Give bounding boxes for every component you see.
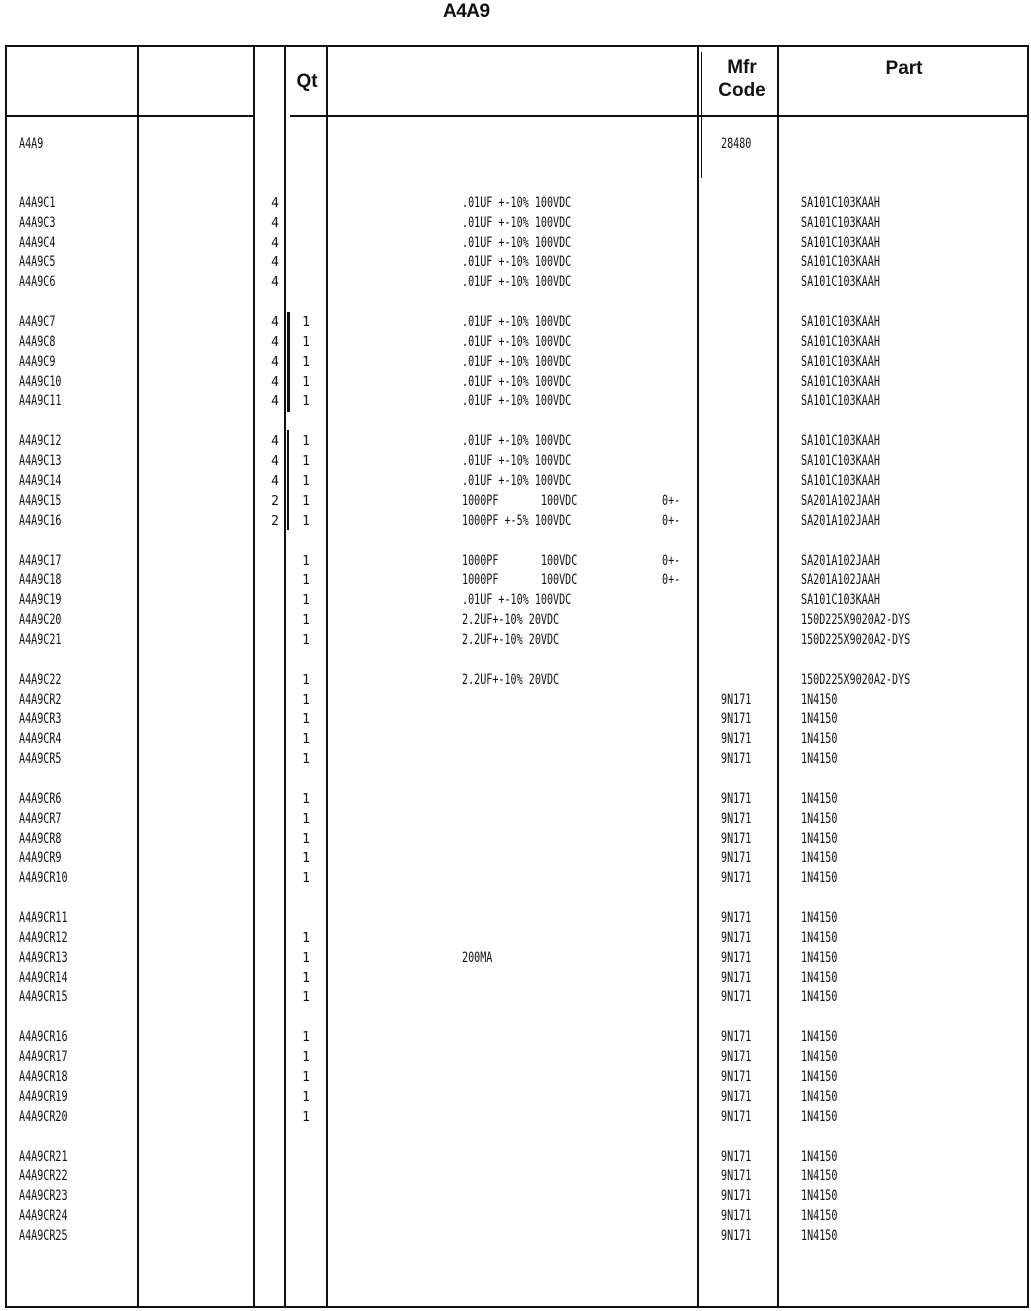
mfr-code-cell: 9N171 — [721, 810, 752, 827]
check-digit-cell: 4 — [271, 374, 279, 390]
ref-designator-cell: A4A9C15 — [19, 492, 62, 509]
ref-designator-cell: A4A9CR19 — [19, 1088, 68, 1105]
mfr-code-cell: 9N171 — [721, 731, 752, 748]
qty-header: Qt — [296, 71, 318, 92]
ref-designator-cell: A4A9C1 — [19, 195, 56, 211]
part-number-cell: SA101C103KAAH — [801, 334, 880, 350]
qty-cell: 1 — [302, 394, 310, 410]
part-number-cell: 1N4150 — [801, 1049, 838, 1066]
check-digit-cell: 4 — [271, 255, 279, 271]
part-number-cell: SA101C103KAAH — [801, 234, 880, 251]
ref-designator-cell: A4A9C7 — [19, 314, 56, 331]
mfr-code-cell: 9N171 — [721, 949, 752, 966]
check-digit-cell: 4 — [271, 235, 279, 251]
ref-designator-cell: A4A9C18 — [19, 572, 62, 589]
col-divider — [326, 45, 328, 1308]
part-number-cell: 1N4150 — [801, 1168, 838, 1185]
ref-designator-cell: A4A9 — [19, 136, 44, 152]
check-digit-cell: 4 — [271, 315, 279, 331]
header-bottom-border — [5, 115, 255, 117]
ref-designator-cell: A4A9C21 — [19, 631, 62, 648]
ref-designator-cell: A4A9C6 — [19, 274, 56, 291]
ref-designator-cell: A4A9CR14 — [19, 969, 68, 986]
mfr-header-line2: Code — [718, 80, 766, 101]
qty-cell: 1 — [302, 950, 310, 966]
col-divider — [5, 45, 7, 1308]
description-cell: .01UF +-10% 100VDC — [462, 334, 572, 350]
qty-cell: 1 — [302, 792, 310, 807]
part-number-cell: SA201A102JAAH — [801, 512, 880, 529]
part-number-cell: 1N4150 — [801, 910, 838, 927]
description-cell: 1000PF 100VDC — [462, 492, 578, 509]
ref-designator-cell: A4A9C10 — [19, 373, 62, 390]
ref-designator-cell: A4A9CR7 — [19, 810, 62, 827]
check-digit-cell: 4 — [271, 196, 279, 211]
description-cell: 2.2UF+-10% 20VDC — [462, 631, 560, 648]
mfr-code-cell: 9N171 — [721, 830, 752, 847]
ref-designator-cell: A4A9C12 — [19, 433, 62, 450]
part-number-cell: 1N4150 — [801, 850, 838, 867]
ref-designator-cell: A4A9CR25 — [19, 1227, 68, 1244]
qty-cell: 1 — [302, 573, 310, 589]
table-top-border — [5, 45, 1029, 47]
ref-designator-cell: A4A9C4 — [19, 234, 56, 251]
qty-cell: 1 — [302, 970, 310, 986]
ref-designator-cell: A4A9CR24 — [19, 1208, 68, 1224]
part-number-cell: 1N4150 — [801, 1069, 838, 1085]
description-cell: .01UF +-10% 100VDC — [462, 195, 572, 211]
tolerance-cell: 0+- — [662, 572, 681, 589]
description-cell: .01UF +-10% 100VDC — [462, 592, 572, 609]
qty-cell: 1 — [302, 1050, 310, 1066]
description-cell: .01UF +-10% 100VDC — [462, 433, 572, 450]
ref-designator-cell: A4A9CR5 — [19, 751, 62, 767]
check-digit-cell: 4 — [271, 215, 279, 231]
part-number-cell: 1N4150 — [801, 751, 838, 767]
check-digit-cell: 4 — [271, 434, 279, 450]
part-number-cell: SA101C103KAAH — [801, 592, 880, 609]
ref-designator-cell: A4A9C19 — [19, 592, 62, 609]
description-cell: .01UF +-10% 100VDC — [462, 234, 572, 251]
part-number-cell: SA101C103KAAH — [801, 373, 880, 390]
part-number-cell: 1N4150 — [801, 1188, 838, 1205]
col-divider — [137, 45, 139, 1308]
qty-cell: 1 — [302, 712, 310, 728]
check-digit-cell: 4 — [271, 454, 279, 470]
mfr-code-cell: 9N171 — [721, 1208, 752, 1224]
mfr-code-cell: 9N171 — [721, 1227, 752, 1244]
mfr-code-cell: 9N171 — [721, 989, 752, 1006]
part-number-cell: SA201A102JAAH — [801, 572, 880, 589]
part-header: Part — [885, 58, 923, 79]
part-number-cell: 1N4150 — [801, 1108, 838, 1125]
qty-cell: 1 — [302, 1109, 310, 1125]
qty-cell: 1 — [302, 752, 310, 767]
ref-designator-cell: A4A9C13 — [19, 453, 62, 470]
ref-designator-cell: A4A9CR13 — [19, 949, 68, 966]
part-number-cell: 1N4150 — [801, 691, 838, 708]
part-number-cell: 1N4150 — [801, 711, 838, 728]
mfr-code-header — [704, 56, 780, 102]
description-cell: .01UF +-10% 100VDC — [462, 214, 572, 231]
mfr-code-cell: 9N171 — [721, 791, 752, 807]
mfr-code-cell: 9N171 — [721, 1148, 752, 1165]
part-number-cell: 1N4150 — [801, 989, 838, 1006]
mfr-code-cell: 9N171 — [721, 1069, 752, 1085]
ref-designator-cell: A4A9C17 — [19, 552, 62, 569]
ref-designator-cell: A4A9CR17 — [19, 1049, 68, 1066]
ref-designator-cell: A4A9C16 — [19, 512, 62, 529]
qty-cell: 1 — [302, 831, 310, 847]
part-number-cell: 1N4150 — [801, 1029, 838, 1046]
part-number-cell: SA101C103KAAH — [801, 214, 880, 231]
ref-designator-cell: A4A9CR15 — [19, 989, 68, 1006]
part-number-cell: SA201A102JAAH — [801, 492, 880, 509]
ref-designator-cell: A4A9C20 — [19, 612, 62, 628]
table-bottom-border — [5, 1306, 1029, 1308]
part-number-cell: 1N4150 — [801, 791, 838, 807]
change-bar — [701, 52, 702, 178]
check-digit-cell: 4 — [271, 275, 279, 291]
qty-cell: 1 — [302, 871, 310, 887]
description-cell: .01UF +-10% 100VDC — [462, 274, 572, 291]
change-bar — [287, 430, 289, 530]
description-cell: .01UF +-10% 100VDC — [462, 373, 572, 390]
description-cell: .01UF +-10% 100VDC — [462, 393, 572, 410]
mfr-code-cell: 9N171 — [721, 691, 752, 708]
header-bottom-border-qty — [290, 115, 326, 117]
ref-designator-cell: A4A9CR3 — [19, 711, 62, 728]
ref-designator-cell: A4A9CR4 — [19, 731, 62, 748]
ref-designator-cell: A4A9C11 — [19, 393, 62, 410]
mfr-code-cell: 28480 — [721, 136, 752, 152]
col-divider — [697, 45, 699, 1308]
qty-cell: 1 — [302, 613, 310, 628]
description-cell: 200MA — [462, 949, 493, 966]
col-divider — [253, 45, 255, 1308]
part-number-cell: SA201A102JAAH — [801, 552, 880, 569]
mfr-code-cell: 9N171 — [721, 1049, 752, 1066]
part-number-cell: SA101C103KAAH — [801, 314, 880, 331]
part-number-cell: 150D225X9020A2-DYS — [801, 612, 911, 628]
ref-designator-cell: A4A9CR20 — [19, 1108, 68, 1125]
qty-cell: 1 — [302, 851, 310, 867]
part-number-cell: SA101C103KAAH — [801, 274, 880, 291]
description-cell: .01UF +-10% 100VDC — [462, 254, 572, 271]
part-number-cell: 1N4150 — [801, 969, 838, 986]
ref-designator-cell: A4A9CR10 — [19, 870, 68, 887]
ref-designator-cell: A4A9CR23 — [19, 1188, 68, 1205]
part-number-cell: SA101C103KAAH — [801, 473, 880, 489]
description-cell: 1000PF +-5% 100VDC — [462, 512, 572, 529]
ref-designator-cell: A4A9CR11 — [19, 910, 68, 927]
part-number-cell: SA101C103KAAH — [801, 254, 880, 271]
description-cell: .01UF +-10% 100VDC — [462, 453, 572, 470]
check-digit-cell: 2 — [271, 513, 279, 529]
part-number-cell: 150D225X9020A2-DYS — [801, 671, 911, 688]
qty-cell: 1 — [302, 931, 310, 946]
change-bar — [287, 312, 290, 412]
qty-cell: 1 — [302, 692, 310, 708]
qty-cell: 1 — [302, 672, 310, 688]
mfr-code-cell: 9N171 — [721, 910, 752, 927]
part-number-cell: 1N4150 — [801, 810, 838, 827]
ref-designator-cell: A4A9CR6 — [19, 791, 62, 807]
qty-cell: 1 — [302, 732, 310, 748]
mfr-code-cell: 9N171 — [721, 711, 752, 728]
ref-designator-cell: A4A9C3 — [19, 214, 56, 231]
mfr-code-cell: 9N171 — [721, 751, 752, 767]
part-number-cell: SA101C103KAAH — [801, 393, 880, 410]
qty-cell: 1 — [302, 335, 310, 350]
mfr-code-cell: 9N171 — [721, 1188, 752, 1205]
qty-cell: 1 — [302, 811, 310, 827]
ref-designator-cell: A4A9C22 — [19, 671, 62, 688]
mfr-code-cell: 9N171 — [721, 850, 752, 867]
part-number-cell: 1N4150 — [801, 949, 838, 966]
mfr-code-cell: 9N171 — [721, 1168, 752, 1185]
tolerance-cell: 0+- — [662, 552, 681, 569]
mfr-code-cell: 9N171 — [721, 1108, 752, 1125]
check-digit-cell: 4 — [271, 474, 279, 489]
tolerance-cell: 0+- — [662, 512, 681, 529]
qty-cell: 1 — [302, 1089, 310, 1105]
part-number-cell: SA101C103KAAH — [801, 433, 880, 450]
qty-cell: 1 — [302, 434, 310, 450]
ref-designator-cell: A4A9C8 — [19, 334, 56, 350]
part-number-cell: 1N4150 — [801, 731, 838, 748]
part-number-cell: 1N4150 — [801, 1227, 838, 1244]
description-cell: 1000PF 100VDC — [462, 572, 578, 589]
tolerance-cell: 0+- — [662, 492, 681, 509]
ref-designator-cell: A4A9CR9 — [19, 850, 62, 867]
description-cell: .01UF +-10% 100VDC — [462, 314, 572, 331]
ref-designator-cell: A4A9CR21 — [19, 1148, 68, 1165]
part-number-cell: 1N4150 — [801, 830, 838, 847]
ref-designator-cell: A4A9CR12 — [19, 930, 68, 946]
part-number-cell: 1N4150 — [801, 1088, 838, 1105]
description-cell: .01UF +-10% 100VDC — [462, 473, 572, 489]
check-digit-cell: 4 — [271, 335, 279, 350]
mfr-code-cell: 9N171 — [721, 870, 752, 887]
part-number-cell: SA101C103KAAH — [801, 353, 880, 370]
ref-designator-cell: A4A9CR22 — [19, 1168, 68, 1185]
part-number-cell: 1N4150 — [801, 1208, 838, 1224]
qty-cell: 1 — [302, 553, 310, 569]
qty-cell: 1 — [302, 354, 310, 370]
qty-cell: 1 — [302, 990, 310, 1006]
header-bottom-border-right — [326, 115, 1029, 117]
col-divider — [284, 45, 286, 1308]
qty-cell: 1 — [302, 593, 310, 609]
part-number-cell: 1N4150 — [801, 870, 838, 887]
qty-cell: 1 — [302, 493, 310, 509]
mfr-code-cell: 9N171 — [721, 930, 752, 946]
check-digit-cell: 4 — [271, 354, 279, 370]
ref-designator-cell: A4A9CR16 — [19, 1029, 68, 1046]
part-number-cell: 150D225X9020A2-DYS — [801, 631, 911, 648]
ref-designator-cell: A4A9CR18 — [19, 1069, 68, 1085]
ref-designator-cell: A4A9C14 — [19, 473, 62, 489]
mfr-header-line1: Mfr — [727, 57, 757, 78]
description-cell: .01UF +-10% 100VDC — [462, 353, 572, 370]
description-cell: 2.2UF+-10% 20VDC — [462, 671, 560, 688]
ref-designator-cell: A4A9CR8 — [19, 830, 62, 847]
part-number-cell: 1N4150 — [801, 1148, 838, 1165]
part-number-cell: SA101C103KAAH — [801, 195, 880, 211]
check-digit-cell: 2 — [271, 493, 279, 509]
qty-cell: 1 — [302, 1030, 310, 1046]
qty-cell: 1 — [302, 632, 310, 648]
ref-designator-cell: A4A9C9 — [19, 353, 56, 370]
qty-cell: 1 — [302, 474, 310, 489]
page-title: A4A9 — [443, 1, 490, 22]
part-number-cell: SA101C103KAAH — [801, 453, 880, 470]
col-divider — [1027, 45, 1029, 1308]
description-cell: 1000PF 100VDC — [462, 552, 578, 569]
qty-cell: 1 — [302, 513, 310, 529]
col-divider — [777, 45, 779, 1308]
mfr-code-cell: 9N171 — [721, 969, 752, 986]
mfr-code-cell: 9N171 — [721, 1088, 752, 1105]
part-number-cell: 1N4150 — [801, 930, 838, 946]
ref-designator-cell: A4A9CR2 — [19, 691, 62, 708]
description-cell: 2.2UF+-10% 20VDC — [462, 612, 560, 628]
check-digit-cell: 4 — [271, 394, 279, 410]
qty-cell: 1 — [302, 1070, 310, 1085]
qty-cell: 1 — [302, 454, 310, 470]
qty-cell: 1 — [302, 374, 310, 390]
qty-cell: 1 — [302, 315, 310, 331]
mfr-code-cell: 9N171 — [721, 1029, 752, 1046]
ref-designator-cell: A4A9C5 — [19, 254, 56, 271]
